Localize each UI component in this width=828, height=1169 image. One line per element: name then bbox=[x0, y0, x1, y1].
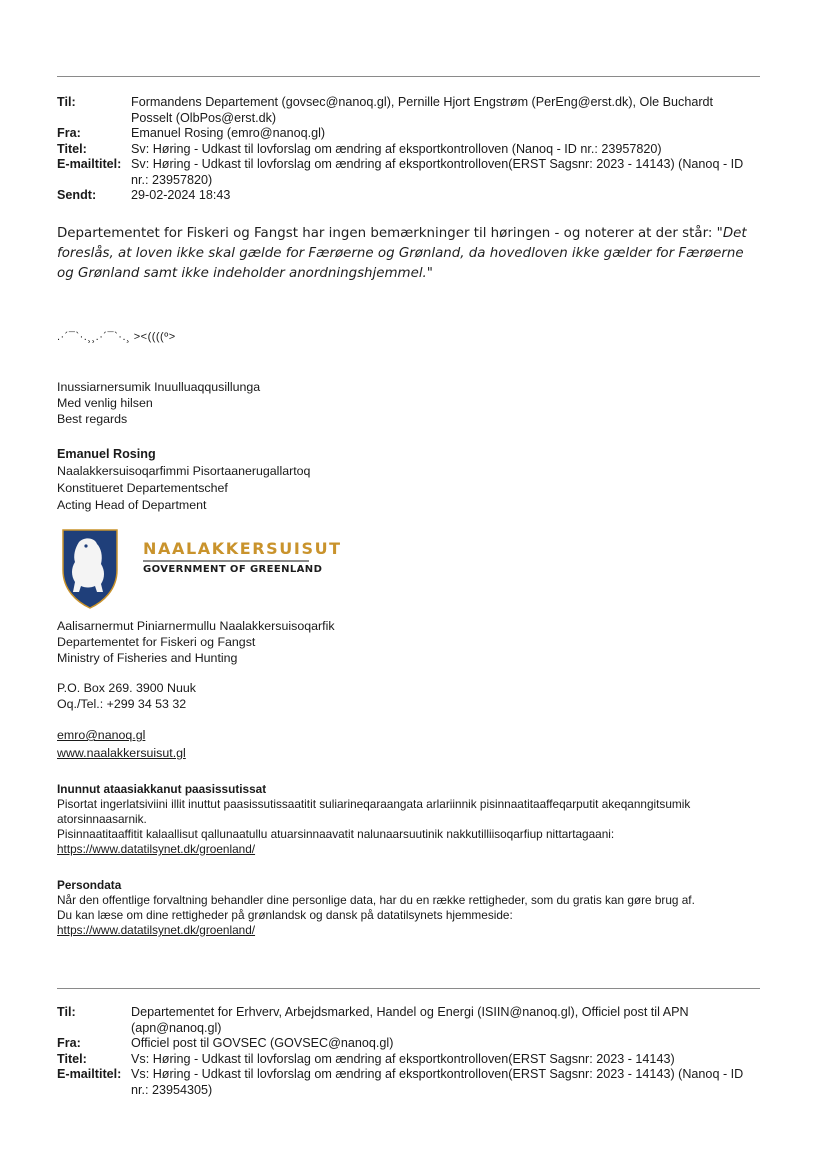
header2-to-value: Departementet for Erhverv, Arbejdsmarked, Handel og Energi (ISIIN@nanoq.gl), Officiel post til APN (apn@nanoq.gl) bbox=[131, 1005, 689, 1035]
header-email-title-row bbox=[57, 157, 757, 188]
header-from-label: Fra: bbox=[57, 126, 81, 140]
middle-divider bbox=[57, 988, 760, 989]
privacy-da-link[interactable]: https://www.datatilsynet.dk/groenland/ bbox=[57, 923, 256, 937]
header-sent-label: Sendt: bbox=[57, 188, 97, 202]
header2-email-title-row bbox=[57, 1067, 757, 1098]
header2-email-title-value: Vs: Høring - Udkast til lovforslag om ændring af eksportkontrolloven(ERST Sagsnr: 2023 - 14143) (Nanoq - ID nr.: 23954305) bbox=[131, 1067, 744, 1097]
header-to-value: Formandens Departement (govsec@nanoq.gl), Pernille Hjort Engstrøm (PerEng@erst.dk), Ole Buchardt Posselt (OlbPos@erst.dk) bbox=[131, 95, 714, 125]
ministry-block bbox=[57, 618, 335, 666]
website-link[interactable]: www.naalakkersuisut.gl bbox=[57, 746, 186, 760]
privacy-kl-para1: Pisortat ingerlatsiviini illit inuttut paasissutissaatitit suliarineqaraangata arlariinnik pisinnaatitaaffeqarputit akeqanngitsumik atorsinnaasarnik. bbox=[57, 797, 691, 826]
signature-title-da: Konstitueret Departementschef bbox=[57, 481, 228, 495]
logo-subtitle: GOVERNMENT OF GREENLAND bbox=[143, 564, 323, 575]
header2-title-value: Vs: Høring - Udkast til lovforslag om ændring af eksportkontrolloven(ERST Sagsnr: 2023 - 14143) bbox=[131, 1051, 675, 1066]
greetings bbox=[57, 379, 260, 427]
signature-title-kl: Naalakkersuisoqarfimmi Pisortaanerugallartoq bbox=[57, 464, 311, 478]
header-from-row bbox=[57, 126, 757, 142]
message-text: Departementet for Fiskeri og Fangst har ingen bemærkninger til høringen - og noterer at der står: " bbox=[57, 226, 723, 241]
privacy-da-para1: Når den offentlige forvaltning behandler dine personlige data, har du en række rettigheder, som du gratis kan gøre brug af. bbox=[57, 893, 695, 907]
privacy-kl-link[interactable]: https://www.datatilsynet.dk/groenland/ bbox=[57, 842, 256, 856]
logo-name: NAALAKKERSUISUT bbox=[143, 539, 342, 558]
contact-block bbox=[57, 726, 186, 762]
header2-to-row bbox=[57, 1005, 757, 1036]
header-email-title-label: E-mailtitel: bbox=[57, 157, 122, 171]
privacy-kl-block bbox=[57, 782, 757, 857]
greeting-kl: Inussiarnersumik Inuulluaqqusillunga bbox=[57, 380, 261, 394]
email-header-1 bbox=[57, 95, 757, 204]
top-divider bbox=[57, 76, 760, 77]
privacy-da-heading: Persondata bbox=[57, 878, 122, 892]
header-title-label: Titel: bbox=[57, 141, 87, 156]
ministry-en: Ministry of Fisheries and Hunting bbox=[57, 651, 238, 665]
header-title-value: Sv: Høring - Udkast til lovforslag om ændring af eksportkontrolloven (Nanoq - ID nr.: 23957820) bbox=[131, 141, 662, 156]
header2-from-value: Officiel post til GOVSEC (GOVSEC@nanoq.gl) bbox=[131, 1036, 394, 1050]
header2-title-row bbox=[57, 1052, 757, 1068]
fish-ascii-signature: .·´¯`·.¸¸.·´¯`·.¸ ><((((º> bbox=[57, 331, 176, 343]
header2-email-title-label: E-mailtitel: bbox=[57, 1067, 122, 1081]
header-title-row bbox=[57, 142, 757, 158]
header-sent-row bbox=[57, 188, 757, 204]
ministry-kl: Aalisarnermut Piniarnermullu Naalakkersuisoqarfik bbox=[57, 619, 335, 633]
signature-block bbox=[57, 446, 310, 514]
privacy-da-para2: Du kan læse om dine rettigheder på grønlandsk og dansk på datatilsynets hjemmeside: bbox=[57, 908, 513, 922]
header2-from-row bbox=[57, 1036, 757, 1052]
header2-to-label: Til: bbox=[57, 1005, 76, 1019]
privacy-da-block bbox=[57, 878, 752, 938]
privacy-kl-heading: Inunnut ataasiakkanut paasissutissat bbox=[57, 782, 267, 796]
signature-title-en: Acting Head of Department bbox=[57, 498, 207, 512]
greeting-da: Med venlig hilsen bbox=[57, 396, 153, 410]
logo-divider bbox=[143, 560, 309, 562]
header2-title-label: Titel: bbox=[57, 1051, 87, 1066]
polar-bear-shield-icon bbox=[59, 526, 121, 610]
email-link[interactable]: emro@nanoq.gl bbox=[57, 728, 146, 742]
address-pobox: P.O. Box 269. 3900 Nuuk bbox=[57, 681, 196, 695]
header-to-label: Til: bbox=[57, 95, 76, 109]
message-body bbox=[57, 224, 747, 284]
header-from-value: Emanuel Rosing (emro@nanoq.gl) bbox=[131, 126, 326, 140]
header-email-title-value: Sv: Høring - Udkast til lovforslag om ændring af eksportkontrolloven(ERST Sagsnr: 2023 - 14143) (Nanoq - ID nr.: 23957820) bbox=[131, 157, 744, 187]
header-to-row bbox=[57, 95, 757, 126]
address-block bbox=[57, 680, 196, 712]
email-header-2 bbox=[57, 1005, 757, 1098]
greeting-en: Best regards bbox=[57, 412, 128, 426]
header-sent-value: 29-02-2024 18:43 bbox=[131, 188, 231, 202]
signature-name: Emanuel Rosing bbox=[57, 447, 156, 461]
government-logo bbox=[57, 526, 342, 614]
header2-from-label: Fra: bbox=[57, 1036, 81, 1050]
privacy-kl-para2: Pisinnaatitaaffitit kalaallisut qallunaatullu atuarsinnaavatit nalunaarsuutinik nakkutilliisoqarfiup nittartagaani: bbox=[57, 827, 615, 841]
message-quote: Det foreslås, at loven ikke skal gælde for Færøerne og Grønland, da hovedloven ikke gælder for Færøerne og Grønland samt ikke indeholder anordningshjemmel. bbox=[57, 226, 747, 281]
address-phone: Oq./Tel.: +299 34 53 32 bbox=[57, 697, 187, 711]
message-quote-end: " bbox=[426, 266, 433, 281]
ministry-da: Departementet for Fiskeri og Fangst bbox=[57, 635, 256, 649]
